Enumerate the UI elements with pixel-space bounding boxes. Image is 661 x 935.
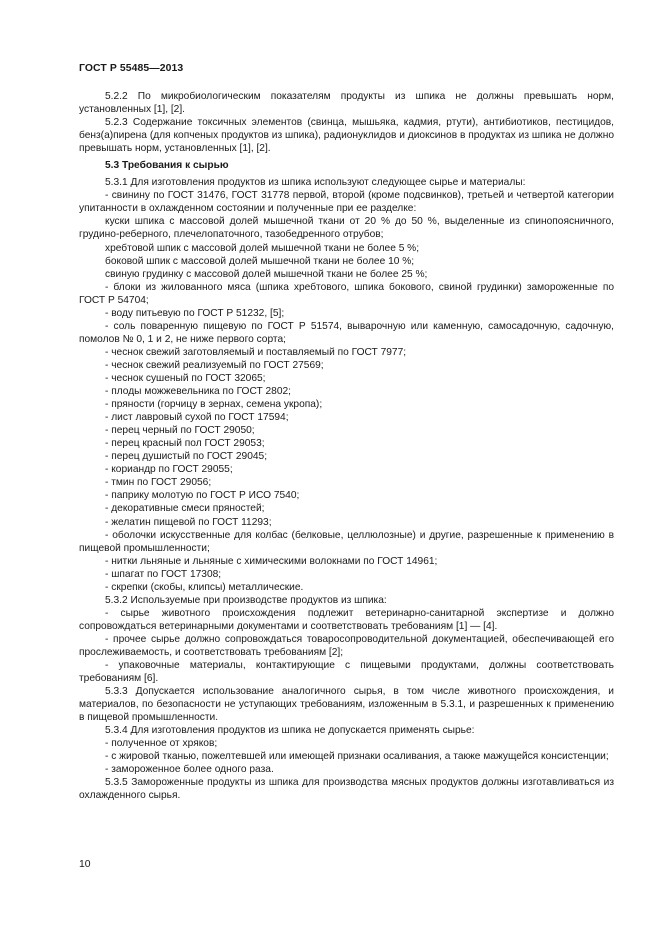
list-item: - декоративные смеси пряностей;	[105, 503, 265, 515]
list-item: - оболочки искусственные для колбас (белковые, целлюлозные) и другие, разрешенные к применению в пищевой промышленности;	[79, 529, 614, 554]
list-item: - сырье животного происхождения подлежит ветеринарно-санитарной экспертизе и должно сопровождаться ветеринарными документами и соответствовать требованиям [1] — [4].	[79, 607, 614, 632]
paragraph-5-3-1: 5.3.1 Для изготовления продуктов из шпика используют следующее сырье и материалы:	[105, 177, 526, 189]
list-item: - с жировой тканью, пожелтевшей или имеющей признаки осаливания, а также мажущейся консистенции;	[105, 751, 609, 763]
paragraph-5-3-5: 5.3.5 Замороженные продукты из шпика для производства мясных продуктов должны изготавливаться из охлажденного сырья.	[79, 777, 614, 802]
list-item: - соль поваренную пищевую по ГОСТ Р 51574, выварочную или каменную, самосадочную, садочную, помолов № 0, 1 и 2, не ниже первого сорта;	[79, 320, 614, 345]
list-item: боковой шпик с массовой долей мышечной ткани не более 10 %;	[105, 255, 415, 267]
list-item: - скрепки (скобы, клипсы) металлические.	[105, 581, 304, 593]
list-item: - тмин по ГОСТ 29056;	[105, 477, 212, 489]
list-item: - воду питьевую по ГОСТ Р 51232, [5];	[105, 307, 285, 319]
list-item: - желатин пищевой по ГОСТ 11293;	[105, 516, 272, 528]
document-body	[79, 90, 614, 803]
list-item: - нитки льняные и льняные с химическими волокнами по ГОСТ 14961;	[105, 555, 438, 567]
list-item: - свинину по ГОСТ 31476, ГОСТ 31778 первой, второй (кроме подсвинков), третьей и четвертой категории упитанности в охлажденном состоянии и полученные при ее разделке:	[79, 190, 614, 215]
paragraph-5-2-2: 5.2.2 По микробиологическим показателям продукты из шпика не должны превышать норм, установленных [1], [2].	[79, 91, 614, 116]
paragraph-5-3-4: 5.3.4 Для изготовления продуктов из шпика не допускается применять сырье:	[105, 725, 475, 737]
list-item: свиную грудинку с массовой долей мышечной ткани не более 25 %;	[105, 268, 428, 280]
list-item: - чеснок свежий реализуемый по ГОСТ 27569;	[105, 359, 324, 371]
list-item: куски шпика с массовой долей мышечной ткани от 20 % до 50 %, выделенные из спинопоясничного, грудино-реберного, плечелопаточного, тазобедренного отрубов;	[79, 216, 614, 241]
list-item: - плоды можжевельника по ГОСТ 2802;	[105, 386, 292, 398]
list-item: - перец черный по ГОСТ 29050;	[105, 425, 255, 437]
list-item: - упаковочные материалы, контактирующие с пищевыми продуктами, должны соответствовать требованиям [6].	[79, 660, 614, 685]
list-item: - перец душистый по ГОСТ 29045;	[105, 451, 268, 463]
list-item: - перец красный пол ГОСТ 29053;	[105, 438, 265, 450]
list-item: - паприку молотую по ГОСТ Р ИСО 7540;	[105, 490, 300, 502]
list-item: хребтовой шпик с массовой долей мышечной ткани не более 5 %;	[105, 242, 420, 254]
list-item: - кориандр по ГОСТ 29055;	[105, 464, 233, 476]
section-heading-5-3: 5.3 Требования к сырью	[105, 160, 229, 172]
list-item: - чеснок сушеный по ГОСТ 32065;	[105, 372, 266, 384]
list-item: - чеснок свежий заготовляемый и поставляемый по ГОСТ 7977;	[105, 346, 407, 358]
list-item: - прочее сырье должно сопровождаться товаросопроводительной документацией, обеспечивающей его прослеживаемость, и соответствовать требованиям [2];	[79, 633, 614, 658]
list-item: - лист лавровый сухой по ГОСТ 17594;	[105, 412, 289, 424]
paragraph-5-2-3: 5.2.3 Содержание токсичных элементов (свинца, мышьяка, кадмия, ртути), антибиотиков, пестицидов, бенз(а)пирена (для копченых продуктов из шпика), радионуклидов и диоксинов в продуктах из шпика не должно превышать норм, установленных [1], [2].	[79, 117, 614, 155]
document-header: ГОСТ Р 55485—2013	[79, 63, 184, 74]
page-number: 10	[79, 859, 91, 870]
list-item: - пряности (горчицу в зернах, семена укропа);	[105, 399, 323, 411]
list-item: - замороженное более одного раза.	[105, 764, 274, 776]
list-item: - блоки из жилованного мяса (шпика хребтового, шпика бокового, свиной грудинки) замороженные по ГОСТ Р 54704;	[79, 281, 614, 306]
list-item: - шпагат по ГОСТ 17308;	[105, 568, 222, 580]
paragraph-5-3-3: 5.3.3 Допускается использование аналогичного сырья, в том числе животного происхождения, и материалов, по безопасности не уступающих требованиям, изложенным в 5.3.1, и разрешенных к применению в пищевой промышленности.	[79, 686, 614, 724]
list-item: - полученное от хряков;	[105, 738, 218, 750]
paragraph-5-3-2: 5.3.2 Используемые при производстве продуктов из шпика:	[105, 594, 387, 606]
